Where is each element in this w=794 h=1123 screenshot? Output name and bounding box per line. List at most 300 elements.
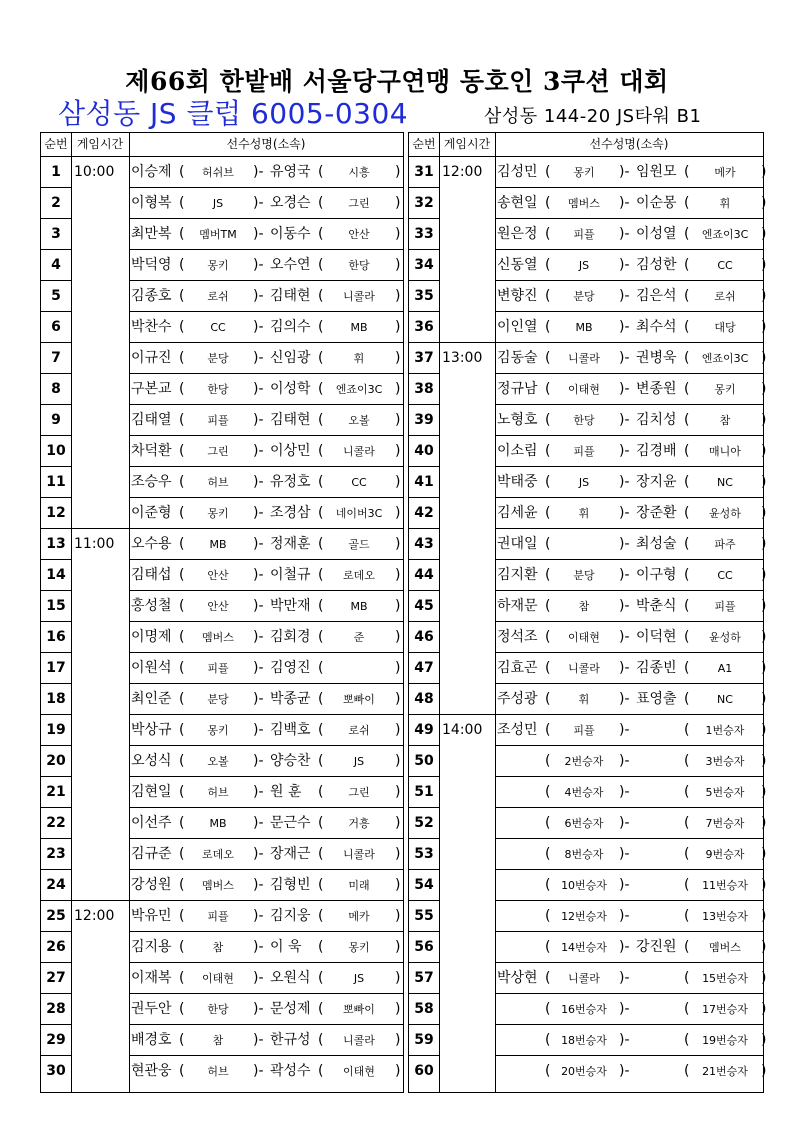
- paren-open: (: [545, 629, 551, 645]
- vs-separator: )-: [619, 288, 630, 304]
- paren-close: ): [761, 908, 767, 924]
- vs-separator: )-: [253, 1001, 264, 1017]
- row-number: 15: [46, 598, 66, 614]
- vs-separator: )-: [253, 877, 264, 893]
- vs-separator: )-: [253, 598, 264, 614]
- paren-open: (: [545, 412, 551, 428]
- paren-close: ): [761, 319, 767, 335]
- paren-close: ): [395, 505, 401, 521]
- header-players: 선수성명(소속): [226, 137, 306, 151]
- paren-open: (: [318, 939, 324, 955]
- player-b-name: 김태현: [270, 288, 311, 304]
- paren-open: (: [545, 970, 551, 986]
- paren-open: (: [684, 846, 690, 862]
- table-row: [41, 839, 403, 870]
- paren-close: ): [395, 1032, 401, 1048]
- paren-close: ): [395, 784, 401, 800]
- player-a-club: 이태현: [202, 972, 234, 985]
- paren-close: ): [761, 877, 767, 893]
- player-a-club: 참: [578, 600, 590, 613]
- header-num: 순번: [44, 137, 68, 151]
- row-number: 54: [414, 877, 434, 893]
- table-row: [409, 808, 767, 839]
- paren-open: (: [179, 536, 185, 552]
- player-a-club: 14번승자: [561, 941, 607, 954]
- table-row: [41, 777, 403, 808]
- paren-close: ): [761, 753, 767, 769]
- vs-separator: )-: [253, 660, 264, 676]
- row-number: 33: [414, 226, 434, 242]
- player-b-club: 17번승자: [702, 1003, 748, 1016]
- player-b-club: 21번승자: [702, 1065, 748, 1078]
- table-row: [41, 591, 403, 622]
- player-b-club: 니콜라: [343, 445, 375, 458]
- paren-open: (: [684, 412, 690, 428]
- paren-close: ): [395, 288, 401, 304]
- game-time: 11:00: [74, 536, 115, 552]
- schedule-table-left: [40, 132, 404, 1093]
- paren-open: (: [545, 753, 551, 769]
- paren-open: (: [179, 1032, 185, 1048]
- paren-open: (: [318, 443, 324, 459]
- paren-open: (: [545, 660, 551, 676]
- row-number: 25: [46, 908, 66, 924]
- row-number: 14: [46, 567, 66, 583]
- paren-open: (: [545, 784, 551, 800]
- row-number: 50: [414, 753, 434, 769]
- player-b-name: 조경삼: [270, 505, 311, 521]
- player-b-club: 대당: [714, 321, 736, 334]
- paren-open: (: [545, 1063, 551, 1079]
- player-a-club: 20번승자: [561, 1065, 607, 1078]
- vs-separator: )-: [253, 970, 264, 986]
- player-b-name: 이철규: [270, 567, 311, 583]
- row-number: 20: [46, 753, 66, 769]
- player-a-club: 니콜라: [568, 662, 600, 675]
- player-a-club: 멤버스: [202, 631, 234, 644]
- player-b-club: 뽀빠이: [343, 693, 375, 706]
- row-number: 42: [414, 505, 434, 521]
- row-number: 24: [46, 877, 66, 893]
- vs-separator: )-: [619, 567, 630, 583]
- paren-open: (: [545, 319, 551, 335]
- paren-open: (: [179, 753, 185, 769]
- row-number: 26: [46, 939, 66, 955]
- vs-separator: )-: [253, 815, 264, 831]
- player-b-club: 1번승자: [705, 724, 745, 737]
- vs-separator: )-: [253, 195, 264, 211]
- vs-separator: )-: [253, 350, 264, 366]
- table-row: [409, 529, 767, 560]
- paren-open: (: [318, 381, 324, 397]
- vs-separator: )-: [253, 908, 264, 924]
- paren-close: ): [395, 319, 401, 335]
- player-b-club: 골드: [348, 538, 370, 551]
- row-number: 46: [414, 629, 434, 645]
- player-b-club: 파주: [714, 538, 736, 551]
- row-number: 12: [46, 505, 66, 521]
- player-b-club: 이태현: [343, 1065, 375, 1078]
- player-b-name: 김은석: [636, 288, 677, 304]
- paren-open: (: [179, 350, 185, 366]
- player-b-club: 휘: [353, 352, 365, 365]
- paren-open: (: [179, 877, 185, 893]
- paren-open: (: [684, 567, 690, 583]
- vs-separator: )-: [619, 784, 630, 800]
- row-number: 19: [46, 722, 66, 738]
- player-a-name: 주성광: [497, 691, 538, 707]
- vs-separator: )-: [619, 691, 630, 707]
- player-a-name: 박상현: [497, 970, 538, 986]
- paren-close: ): [395, 970, 401, 986]
- paren-open: (: [179, 226, 185, 242]
- player-a-club: 그린: [207, 445, 229, 458]
- player-b-name: 양승찬: [270, 753, 311, 769]
- vs-separator: )-: [619, 1001, 630, 1017]
- player-a-name: 김현일: [131, 784, 172, 800]
- player-b-name: 이성열: [636, 226, 677, 242]
- paren-open: (: [179, 722, 185, 738]
- table-row: [409, 653, 767, 684]
- vs-separator: )-: [253, 567, 264, 583]
- player-b-name: 이구형: [636, 567, 677, 583]
- table-row: [41, 963, 403, 994]
- paren-close: ): [395, 908, 401, 924]
- player-a-name: 김성민: [497, 164, 538, 180]
- row-number: 27: [46, 970, 66, 986]
- paren-open: (: [179, 598, 185, 614]
- player-a-name: 최만복: [131, 226, 172, 242]
- player-a-name: 이재복: [131, 970, 172, 986]
- row-number: 18: [46, 691, 66, 707]
- player-a-name: 김동술: [497, 350, 538, 366]
- table-row: [409, 560, 767, 591]
- player-a-club: MB: [575, 321, 593, 334]
- row-number: 22: [46, 815, 66, 831]
- table-row: [409, 219, 767, 250]
- player-b-name: 김영진: [270, 660, 311, 676]
- table-row: [41, 281, 403, 312]
- paren-open: (: [545, 815, 551, 831]
- paren-close: ): [395, 1001, 401, 1017]
- paren-open: (: [684, 660, 690, 676]
- row-number: 58: [414, 1001, 434, 1017]
- player-b-name: 곽성수: [270, 1063, 311, 1079]
- player-a-name: 정규남: [497, 381, 538, 397]
- paren-open: (: [179, 691, 185, 707]
- paren-open: (: [179, 412, 185, 428]
- table-row: [409, 622, 767, 653]
- player-b-name: 최수석: [636, 319, 677, 335]
- player-b-name: 김형빈: [270, 877, 311, 893]
- player-a-club: 안산: [207, 569, 229, 582]
- header-time: 게임시간: [76, 137, 124, 151]
- table-row: [409, 405, 767, 436]
- player-a-club: 몽키: [207, 724, 229, 737]
- paren-open: (: [684, 164, 690, 180]
- player-a-club: 한당: [207, 1003, 229, 1016]
- player-a-name: 이준형: [131, 505, 172, 521]
- table-row: [41, 188, 403, 219]
- paren-close: ): [395, 846, 401, 862]
- vs-separator: )-: [619, 1032, 630, 1048]
- player-b-club: 매니아: [709, 445, 741, 458]
- paren-close: ): [761, 1032, 767, 1048]
- paren-close: ): [395, 226, 401, 242]
- paren-close: ): [761, 350, 767, 366]
- paren-open: (: [318, 567, 324, 583]
- table-row: [409, 343, 767, 374]
- paren-open: (: [545, 164, 551, 180]
- player-a-name: 이형복: [131, 195, 172, 211]
- game-time: 10:00: [74, 164, 115, 180]
- player-b-name: 최성술: [636, 536, 677, 552]
- player-b-club: 준: [353, 631, 365, 644]
- vs-separator: )-: [253, 505, 264, 521]
- vs-separator: )-: [619, 443, 630, 459]
- player-b-name: 박종균: [270, 691, 311, 707]
- player-b-club: 몽키: [714, 383, 736, 396]
- player-b-name: 문성제: [270, 1001, 311, 1017]
- player-b-name: 유정호: [270, 474, 311, 490]
- vs-separator: )-: [619, 164, 630, 180]
- row-number: 13: [46, 536, 66, 552]
- paren-open: (: [684, 381, 690, 397]
- vs-separator: )-: [253, 629, 264, 645]
- paren-open: (: [684, 784, 690, 800]
- paren-open: (: [179, 381, 185, 397]
- paren-close: ): [395, 536, 401, 552]
- vs-separator: )-: [619, 1063, 630, 1079]
- player-b-name: 장지윤: [636, 474, 677, 490]
- vs-separator: )-: [619, 846, 630, 862]
- player-a-club: 분당: [573, 569, 595, 582]
- row-number: 59: [414, 1032, 434, 1048]
- player-b-club: CC: [717, 259, 733, 272]
- vs-separator: )-: [619, 319, 630, 335]
- paren-close: ): [761, 939, 767, 955]
- player-b-name: 김치성: [636, 412, 677, 428]
- player-a-club: 니콜라: [568, 352, 600, 365]
- player-b-name: 신임광: [270, 350, 311, 366]
- player-a-name: 원은정: [497, 226, 538, 242]
- row-number: 31: [414, 164, 434, 180]
- table-row: [409, 963, 767, 994]
- table-row: [41, 901, 403, 932]
- row-number: 48: [414, 691, 434, 707]
- paren-open: (: [545, 505, 551, 521]
- paren-open: (: [179, 567, 185, 583]
- paren-open: (: [684, 226, 690, 242]
- player-b-club: A1: [717, 662, 733, 675]
- paren-close: ): [395, 815, 401, 831]
- player-a-club: MB: [209, 538, 227, 551]
- paren-open: (: [318, 257, 324, 273]
- player-a-club: 분당: [207, 693, 229, 706]
- paren-open: (: [545, 288, 551, 304]
- row-number: 38: [414, 381, 434, 397]
- row-number: 10: [46, 443, 66, 459]
- player-b-club: 엔죠이3C: [335, 383, 383, 396]
- vs-separator: )-: [619, 536, 630, 552]
- paren-close: ): [395, 660, 401, 676]
- table-row: [409, 157, 767, 188]
- paren-open: (: [545, 939, 551, 955]
- player-b-club: 메카: [714, 166, 736, 179]
- player-b-name: 권병욱: [636, 350, 677, 366]
- player-a-club: 분당: [207, 352, 229, 365]
- paren-open: (: [545, 1001, 551, 1017]
- player-a-club: 허브: [207, 1065, 229, 1078]
- paren-open: (: [318, 877, 324, 893]
- paren-open: (: [684, 474, 690, 490]
- game-time: 14:00: [442, 722, 483, 738]
- paren-open: (: [684, 629, 690, 645]
- vs-separator: )-: [253, 846, 264, 862]
- player-a-club: 18번승자: [561, 1034, 607, 1047]
- paren-close: ): [761, 691, 767, 707]
- paren-close: ): [761, 567, 767, 583]
- table-row: [41, 870, 403, 901]
- paren-open: (: [318, 226, 324, 242]
- paren-open: (: [318, 753, 324, 769]
- player-b-club: 엔죠이3C: [701, 228, 749, 241]
- table-row: [41, 560, 403, 591]
- paren-close: ): [395, 722, 401, 738]
- player-b-club: 5번승자: [705, 786, 745, 799]
- paren-open: (: [318, 722, 324, 738]
- header-time: 게임시간: [443, 137, 491, 151]
- table-row: [41, 746, 403, 777]
- player-a-club: 피플: [573, 228, 595, 241]
- player-a-club: [551, 529, 617, 560]
- player-b-name: 김태현: [270, 412, 311, 428]
- paren-open: (: [179, 846, 185, 862]
- player-b-name: 장재근: [270, 846, 311, 862]
- player-a-name: 조성민: [497, 722, 538, 738]
- table-row: [409, 777, 767, 808]
- table-row: [41, 343, 403, 374]
- paren-open: (: [318, 412, 324, 428]
- paren-close: ): [761, 164, 767, 180]
- table-row: [409, 436, 767, 467]
- player-a-club: 피플: [573, 445, 595, 458]
- paren-open: (: [179, 505, 185, 521]
- player-b-club: JS: [353, 972, 365, 985]
- paren-open: (: [684, 753, 690, 769]
- player-b-club: 15번승자: [702, 972, 748, 985]
- paren-open: (: [179, 1063, 185, 1079]
- player-b-club: 그린: [348, 786, 370, 799]
- player-a-name: 이명제: [131, 629, 172, 645]
- player-a-name: 권두안: [131, 1001, 172, 1017]
- paren-open: (: [684, 908, 690, 924]
- player-b-club: 3번승자: [705, 755, 745, 768]
- player-a-name: 하재문: [497, 598, 538, 614]
- row-number: 2: [51, 195, 61, 211]
- table-row: [41, 219, 403, 250]
- player-b-club: NC: [717, 693, 733, 706]
- row-number: 16: [46, 629, 66, 645]
- row-number: 4: [51, 257, 61, 273]
- table-row: [41, 653, 403, 684]
- paren-open: (: [684, 257, 690, 273]
- vs-separator: )-: [619, 195, 630, 211]
- paren-open: (: [684, 443, 690, 459]
- game-time: 12:00: [74, 908, 115, 924]
- player-b-club: 거흥: [348, 817, 370, 830]
- row-number: 60: [414, 1063, 434, 1079]
- paren-open: (: [684, 877, 690, 893]
- paren-close: ): [761, 474, 767, 490]
- player-a-name: 이규진: [131, 350, 172, 366]
- vs-separator: )-: [619, 877, 630, 893]
- table-row: [41, 932, 403, 963]
- paren-open: (: [318, 536, 324, 552]
- table-row: [41, 374, 403, 405]
- paren-open: (: [318, 1001, 324, 1017]
- player-a-club: 한당: [573, 414, 595, 427]
- player-b-name: 이상민: [270, 443, 311, 459]
- row-number: 3: [51, 226, 61, 242]
- paren-open: (: [318, 815, 324, 831]
- vs-separator: )-: [619, 815, 630, 831]
- player-b-club: NC: [717, 476, 733, 489]
- player-b-club: 몽키: [348, 941, 370, 954]
- player-b-name: 김성한: [636, 257, 677, 273]
- vs-separator: )-: [253, 939, 264, 955]
- paren-open: (: [545, 722, 551, 738]
- table-row: [409, 591, 767, 622]
- player-b-name: 김회경: [270, 629, 311, 645]
- paren-close: ): [761, 846, 767, 862]
- player-a-name: 김지환: [497, 567, 538, 583]
- player-b-club: 미래: [348, 879, 370, 892]
- player-b-club: 윤성하: [709, 507, 741, 520]
- player-a-name: 김태열: [131, 412, 172, 428]
- vs-separator: )-: [253, 226, 264, 242]
- player-b-club: 뽀빠이: [343, 1003, 375, 1016]
- table-row: [41, 1056, 403, 1087]
- player-a-name: 현관웅: [131, 1063, 172, 1079]
- paren-open: (: [179, 970, 185, 986]
- header-players: 선수성명(소속): [589, 137, 669, 151]
- row-number: 32: [414, 195, 434, 211]
- player-a-name: 이인열: [497, 319, 538, 335]
- player-a-club: 16번승자: [561, 1003, 607, 1016]
- paren-close: ): [761, 1063, 767, 1079]
- player-a-name: 김세윤: [497, 505, 538, 521]
- vs-separator: )-: [253, 722, 264, 738]
- row-number: 8: [51, 381, 61, 397]
- paren-open: (: [318, 660, 324, 676]
- table-row: [409, 870, 767, 901]
- player-a-name: 김지용: [131, 939, 172, 955]
- paren-close: ): [395, 598, 401, 614]
- vs-separator: )-: [619, 226, 630, 242]
- table-row: [409, 932, 767, 963]
- paren-close: ): [761, 288, 767, 304]
- paren-open: (: [179, 660, 185, 676]
- paren-open: (: [684, 319, 690, 335]
- table-row: [409, 901, 767, 932]
- paren-open: (: [684, 288, 690, 304]
- player-a-club: 로데오: [202, 848, 234, 861]
- paren-close: ): [395, 257, 401, 273]
- player-a-club: 피플: [207, 414, 229, 427]
- row-number: 57: [414, 970, 434, 986]
- player-a-club: 몽키: [573, 166, 595, 179]
